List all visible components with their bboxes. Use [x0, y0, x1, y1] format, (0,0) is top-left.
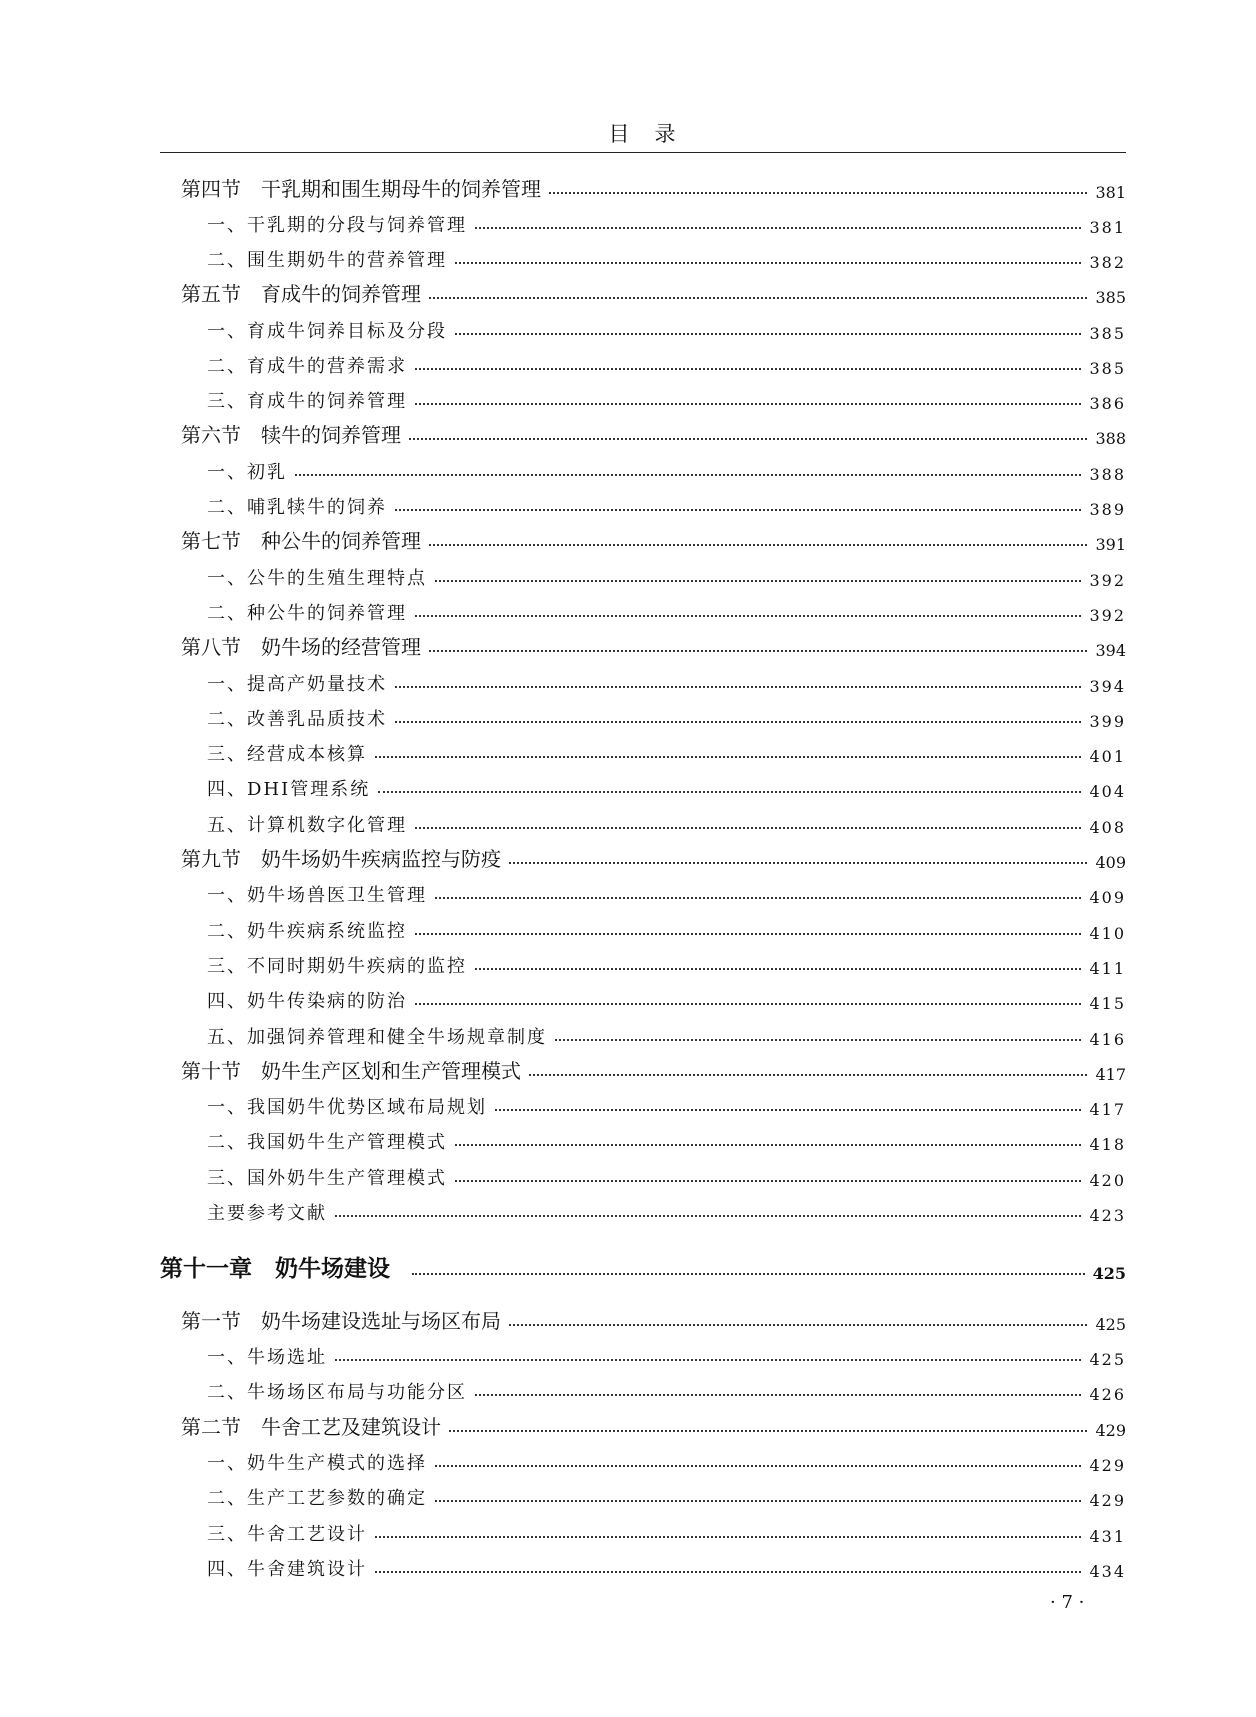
toc-dot-leader: [415, 933, 1081, 935]
toc-page-number: 415: [1089, 994, 1126, 1013]
toc-entry-label: 第八节 奶牛场的经营管理: [181, 635, 421, 659]
toc-section-entry[interactable]: [181, 418, 1126, 448]
toc-entry-label: 五、计算机数字化管理: [207, 815, 407, 836]
toc-entry-label: 第一节 奶牛场建设选址与场区布局: [181, 1309, 501, 1333]
toc-dot-leader: [429, 650, 1087, 652]
toc-entry-label: 一、提高产奶量技术: [207, 674, 387, 695]
toc-item-entry[interactable]: [207, 313, 1126, 343]
toc-page-number: 429: [1089, 1491, 1126, 1510]
toc-item-entry[interactable]: [207, 1445, 1126, 1475]
toc-item-entry[interactable]: [207, 454, 1126, 484]
toc-page-number: 391: [1095, 535, 1126, 554]
toc-section-entry[interactable]: [181, 842, 1126, 872]
toc-dot-leader: [549, 192, 1087, 194]
toc-page-number: 381: [1089, 218, 1126, 237]
toc-entry-label: 四、牛舍建筑设计: [207, 1559, 367, 1580]
toc-entry-label: 二、奶牛疾病系统监控: [207, 921, 407, 942]
toc-section-entry[interactable]: [181, 524, 1126, 554]
toc-page-number: 429: [1089, 1456, 1126, 1475]
toc-item-entry[interactable]: [207, 595, 1126, 625]
toc-entry-label: 一、奶牛生产模式的选择: [207, 1453, 427, 1474]
toc-page-number: 425: [1089, 1350, 1126, 1369]
toc-page-number: 434: [1089, 1562, 1126, 1581]
toc-item-entry[interactable]: [207, 877, 1126, 907]
toc-page-number: 401: [1089, 747, 1126, 766]
toc-page-number: 425: [1092, 1264, 1126, 1283]
toc-dot-leader: [412, 1273, 1085, 1275]
toc-item-entry[interactable]: [207, 1551, 1126, 1581]
toc-page-number: 388: [1095, 429, 1126, 448]
toc-dot-leader: [449, 1430, 1087, 1432]
toc-item-entry[interactable]: [207, 983, 1126, 1013]
toc-dot-leader: [455, 1180, 1081, 1182]
toc-dot-leader: [395, 509, 1081, 511]
toc-entry-label: 一、初乳: [207, 462, 287, 483]
toc-entry-label: 第十节 奶牛生产区划和生产管理模式: [181, 1059, 521, 1083]
toc-entry-label: 二、围生期奶牛的营养管理: [207, 250, 447, 271]
toc-item-entry[interactable]: [207, 913, 1126, 943]
toc-dot-leader: [335, 1215, 1081, 1217]
toc-page-number: 386: [1089, 394, 1126, 413]
toc-entry-label: 一、我国奶牛优势区域布局规划: [207, 1097, 487, 1118]
toc-dot-leader: [295, 474, 1081, 476]
toc-item-entry[interactable]: [207, 948, 1126, 978]
toc-page-number: 392: [1089, 571, 1126, 590]
toc-dot-leader: [415, 368, 1081, 370]
page-number-footer: · 7 ·: [1050, 1592, 1085, 1613]
toc-page-number: 426: [1089, 1385, 1126, 1404]
toc-dot-leader: [435, 897, 1081, 899]
toc-section-entry[interactable]: [181, 1304, 1126, 1334]
toc-item-entry[interactable]: [207, 489, 1126, 519]
toc-entry-label: 主要参考文献: [207, 1203, 327, 1224]
toc-item-entry[interactable]: [207, 666, 1126, 696]
toc-page-number: 410: [1089, 924, 1126, 943]
toc-dot-leader: [335, 1359, 1081, 1361]
toc-item-entry[interactable]: [207, 807, 1126, 837]
toc-dot-leader: [555, 1039, 1081, 1041]
toc-entry-label: 二、生产工艺参数的确定: [207, 1488, 427, 1509]
toc-page-number: 394: [1095, 641, 1126, 660]
toc-entry-label: 一、公牛的生殖生理特点: [207, 568, 427, 589]
toc-dot-leader: [435, 580, 1081, 582]
toc-section-entry[interactable]: [181, 277, 1126, 307]
toc-dot-leader: [415, 1003, 1081, 1005]
toc-item-entry[interactable]: [207, 1160, 1126, 1190]
toc-page-number: 404: [1089, 782, 1126, 801]
toc-page-number: 416: [1089, 1030, 1126, 1049]
toc-item-entry[interactable]: [207, 348, 1126, 378]
toc-item-entry[interactable]: [207, 242, 1126, 272]
toc-dot-leader: [509, 1324, 1087, 1326]
toc-page-number: 381: [1095, 183, 1126, 202]
toc-dot-leader: [375, 756, 1081, 758]
toc-entry-label: 二、改善乳品质技术: [207, 709, 387, 730]
toc-dot-leader: [509, 862, 1087, 864]
toc-dot-leader: [475, 968, 1081, 970]
toc-page-number: 394: [1089, 677, 1126, 696]
toc-page-number: 425: [1095, 1315, 1126, 1334]
toc-dot-leader: [455, 1144, 1081, 1146]
toc-entry-label: 二、哺乳犊牛的饲养: [207, 497, 387, 518]
toc-item-entry[interactable]: [207, 701, 1126, 731]
toc-entry-label: 三、育成牛的饲养管理: [207, 391, 407, 412]
toc-page-number: 409: [1089, 888, 1126, 907]
toc-page-number: 411: [1089, 959, 1126, 978]
toc-dot-leader: [495, 1109, 1081, 1111]
toc-entry-label: 第四节 干乳期和围生期母牛的饲养管理: [181, 177, 541, 201]
page-header: [160, 118, 1126, 153]
toc-section-entry[interactable]: [181, 630, 1126, 660]
toc-page-number: 385: [1089, 359, 1126, 378]
toc-entry-label: 二、种公牛的饲养管理: [207, 603, 407, 624]
toc-dot-leader: [375, 1571, 1081, 1573]
toc-page-number: 409: [1095, 853, 1126, 872]
toc-page-number: 388: [1089, 465, 1126, 484]
toc-dot-leader: [529, 1074, 1087, 1076]
toc-dot-leader: [475, 227, 1081, 229]
toc-page-number: 399: [1089, 712, 1126, 731]
toc-section-entry[interactable]: [181, 1410, 1126, 1440]
toc-entry-label: 第十一章 奶牛场建设: [160, 1255, 390, 1282]
toc-entry-label: 第九节 奶牛场奶牛疾病监控与防疫: [181, 847, 501, 871]
toc-entry-label: 三、经营成本核算: [207, 744, 367, 765]
toc-page-number: 429: [1095, 1421, 1126, 1440]
toc-page-number: 389: [1089, 500, 1126, 519]
toc-item-entry[interactable]: [207, 736, 1126, 766]
toc-item-entry[interactable]: [207, 771, 1126, 801]
toc-dot-leader: [409, 438, 1087, 440]
toc-dot-leader: [375, 1536, 1081, 1538]
toc-entry-label: 第七节 种公牛的饲养管理: [181, 529, 421, 553]
toc-entry-label: 一、干乳期的分段与饲养管理: [207, 215, 467, 236]
toc-page-number: 423: [1089, 1206, 1126, 1225]
toc-item-entry[interactable]: [207, 1124, 1126, 1154]
toc-page-number: 382: [1089, 253, 1126, 272]
toc-item-entry[interactable]: [207, 207, 1126, 237]
toc-page-number: 417: [1095, 1065, 1126, 1084]
toc-entry-label: 二、育成牛的营养需求: [207, 356, 407, 377]
toc-entry-label: 一、奶牛场兽医卫生管理: [207, 885, 427, 906]
toc-page-number: 418: [1089, 1135, 1126, 1154]
toc-dot-leader: [415, 403, 1081, 405]
toc-page-number: 392: [1089, 606, 1126, 625]
toc-item-entry[interactable]: [207, 1195, 1126, 1225]
toc-item-entry[interactable]: [207, 1019, 1126, 1049]
toc-entry-label: 四、DHI管理系统: [207, 779, 371, 800]
toc-entry-label: 第五节 育成牛的饲养管理: [181, 282, 421, 306]
toc-entry-label: 二、我国奶牛生产管理模式: [207, 1132, 447, 1153]
toc-item-entry[interactable]: [207, 383, 1126, 413]
toc-entry-label: 三、国外奶牛生产管理模式: [207, 1168, 447, 1189]
toc-dot-leader: [435, 1500, 1081, 1502]
toc-item-entry[interactable]: [207, 560, 1126, 590]
toc-dot-leader: [378, 791, 1081, 793]
toc-dot-leader: [455, 262, 1081, 264]
toc-dot-leader: [415, 827, 1081, 829]
toc-dot-leader: [395, 721, 1081, 723]
toc-item-entry[interactable]: [207, 1480, 1126, 1510]
toc-entry-label: 三、不同时期奶牛疾病的监控: [207, 956, 467, 977]
toc-page-number: 385: [1089, 324, 1126, 343]
toc-chapter-entry[interactable]: [160, 1249, 1126, 1283]
toc-entry-label: 五、加强饲养管理和健全牛场规章制度: [207, 1027, 547, 1048]
toc-dot-leader: [475, 1394, 1081, 1396]
toc-section-entry[interactable]: [181, 172, 1126, 202]
toc-item-entry[interactable]: [207, 1374, 1126, 1404]
page-title: 目 录: [608, 122, 678, 146]
toc-entry-label: 第六节 犊牛的饲养管理: [181, 423, 401, 447]
toc-page-number: 408: [1089, 818, 1126, 837]
toc-item-entry[interactable]: [207, 1516, 1126, 1546]
toc-entry-label: 一、牛场选址: [207, 1347, 327, 1368]
toc-dot-leader: [455, 333, 1081, 335]
toc-page-number: 420: [1089, 1171, 1126, 1190]
toc-entry-label: 三、牛舍工艺设计: [207, 1524, 367, 1545]
toc-dot-leader: [435, 1465, 1081, 1467]
toc-dot-leader: [415, 615, 1081, 617]
toc-entry-label: 第二节 牛舍工艺及建筑设计: [181, 1415, 441, 1439]
toc-section-entry[interactable]: [181, 1054, 1126, 1084]
toc-entry-label: 四、奶牛传染病的防治: [207, 991, 407, 1012]
toc-dot-leader: [395, 686, 1081, 688]
toc-dot-leader: [429, 544, 1087, 546]
toc-page-number: 431: [1089, 1527, 1126, 1546]
toc-page-number: 385: [1095, 288, 1126, 307]
toc-dot-leader: [429, 297, 1087, 299]
toc-page-number: 417: [1089, 1100, 1126, 1119]
toc-item-entry[interactable]: [207, 1339, 1126, 1369]
toc-item-entry[interactable]: [207, 1089, 1126, 1119]
toc-entry-label: 二、牛场场区布局与功能分区: [207, 1382, 467, 1403]
toc-entry-label: 一、育成牛饲养目标及分段: [207, 321, 447, 342]
